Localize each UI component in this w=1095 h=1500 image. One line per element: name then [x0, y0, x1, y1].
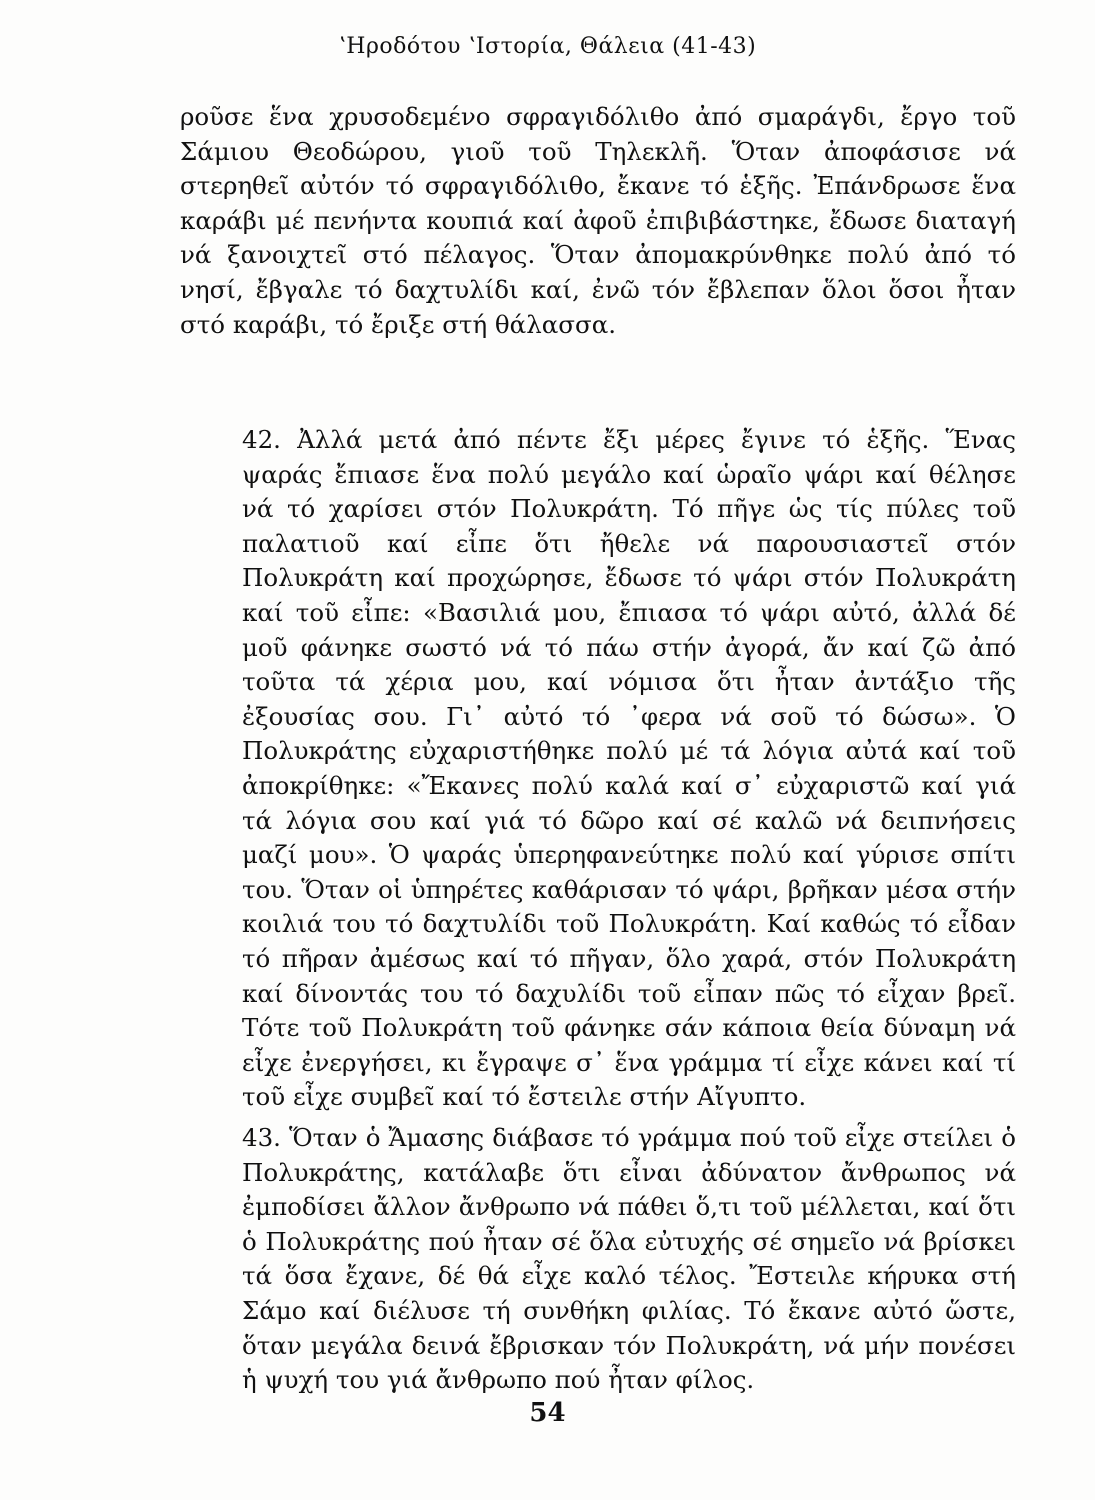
running-header: ʽΗροδότου ʽΙστορία, Θάλεια (41-43) — [338, 34, 757, 59]
paragraph-chapter-43: 43. Ὅταν ὁ Ἄμασης διάβασε τό γράμμα πού τοῦ εἶχε στείλει ὁ Πολυκράτης, κατάλαβε ὅτι εἶναι ἀδύνατον ἄνθρωπος νά ἐμποδίσει ἄλλον ἄνθρωπο νά πάθει ὅ,τι τοῦ μέλλεται, καί ὅτι ὁ Πολυκράτης πού ἦταν σέ ὅλα εὐτυχής σέ σημεῖο νά βρίσκει τά ὅσα ἔχανε, δέ θά εἶχε καλό τέλος. Ἔστειλε κήρυκα στή Σάμο καί διέλυσε τή συνθήκη φιλίας. Τό ἔκανε αὐτό ὥστε, ὅταν μεγάλα δεινά ἔβρισκαν τόν Πολυκράτη, νά μήν πονέσει ἡ ψυχή του γιά ἄνθρωπο πού ἦταν φίλος. — [242, 1123, 1016, 1395]
page-number: 54 — [529, 1398, 566, 1428]
paragraph-chapter-42: 42. Ἀλλά μετά ἀπό πέντε ἔξι μέρες ἔγινε τό ἑξῆς. Ἕνας ψαράς ἔπιασε ἕνα πολύ μεγάλο καί ὡραῖο ψάρι καί θέλησε νά τό χαρίσει στόν Πολυκράτη. Τό πῆγε ὡς τίς πύλες τοῦ παλατιοῦ καί εἶπε ὅτι ἤθελε νά παρουσιαστεῖ στόν Πολυκράτη καί προχώρησε, ἔδωσε τό ψάρι στόν Πολυκράτη καί τοῦ εἶπε: «Βασιλιά μου, ἔπιασα τό ψάρι αὐτό, ἀλλά δέ μοῦ φάνηκε σωστό νά τό πάω στήν ἀγορά, ἄν καί ζῶ ἀπό τοῦτα τά χέρια μου, καί νόμισα ὅτι ἦταν ἀντάξιο τῆς ἐξουσίας σου. Γι᾽ αὐτό τό ᾽φερα νά σοῦ τό δώσω». Ὁ Πολυκράτης εὐχαριστήθηκε πολύ μέ τά λόγια αὐτά καί τοῦ ἀποκρίθηκε: «Ἔκανες πολύ καλά καί σ᾽ εὐχαριστῶ καί γιά τά λόγια σου καί γιά τό δῶρο καί σέ καλῶ νά δειπνήσεις μαζί μου». Ὁ ψαράς ὑπερηφανεύτηκε πολύ καί γύρισε σπίτι του. Ὅταν οἱ ὑπηρέτες καθάρισαν τό ψάρι, βρῆκαν μέσα στήν κοιλιά του τό δαχτυλίδι τοῦ Πολυκράτη. Καί καθώς τό εἶδαν τό πῆραν ἀμέσως καί τό πῆγαν, ὅλο χαρά, στόν Πολυκράτη καί δίνοντάς του τό δαχυλίδι τοῦ εἶπαν πῶς τό εἶχαν βρεῖ. Τότε τοῦ Πολυκράτη τοῦ φάνηκε σάν κάποια θεία δύναμη νά εἶχε ἐνεργήσει, κι ἔγραψε σ᾽ ἕνα γράμμα τί εἶχε κάνει καί τί τοῦ εἶχε συμβεῖ καί τό ἔστειλε στήν Αἴγυπτο. — [242, 425, 1016, 1112]
paragraph-chapter-41-continuation: ροῦσε ἕνα χρυσοδεμένο σφραγιδόλιθο ἀπό σμαράγδι, ἔργο τοῦ Σάμιου Θεοδώρου, γιοῦ τοῦ Τηλεκλῆ. Ὅταν ἀποφάσισε νά στερηθεῖ αὐτόν τό σφραγιδόλιθο, ἔκανε τό ἑξῆς. Ἐπάνδρωσε ἕνα καράβι μέ πενήντα κουπιά καί ἀφοῦ ἐπιβιβάστηκε, ἔδωσε διαταγή νά ξανοιχτεῖ στό πέλαγος. Ὅταν ἀπομακρύνθηκε πολύ ἀπό τό νησί, ἔβγαλε τό δαχτυλίδι καί, ἐνῶ τόν ἔβλεπαν ὅλοι ὅσοι ἦταν στό καράβι, τό ἔριξε στή θάλασσα. — [180, 102, 1016, 339]
